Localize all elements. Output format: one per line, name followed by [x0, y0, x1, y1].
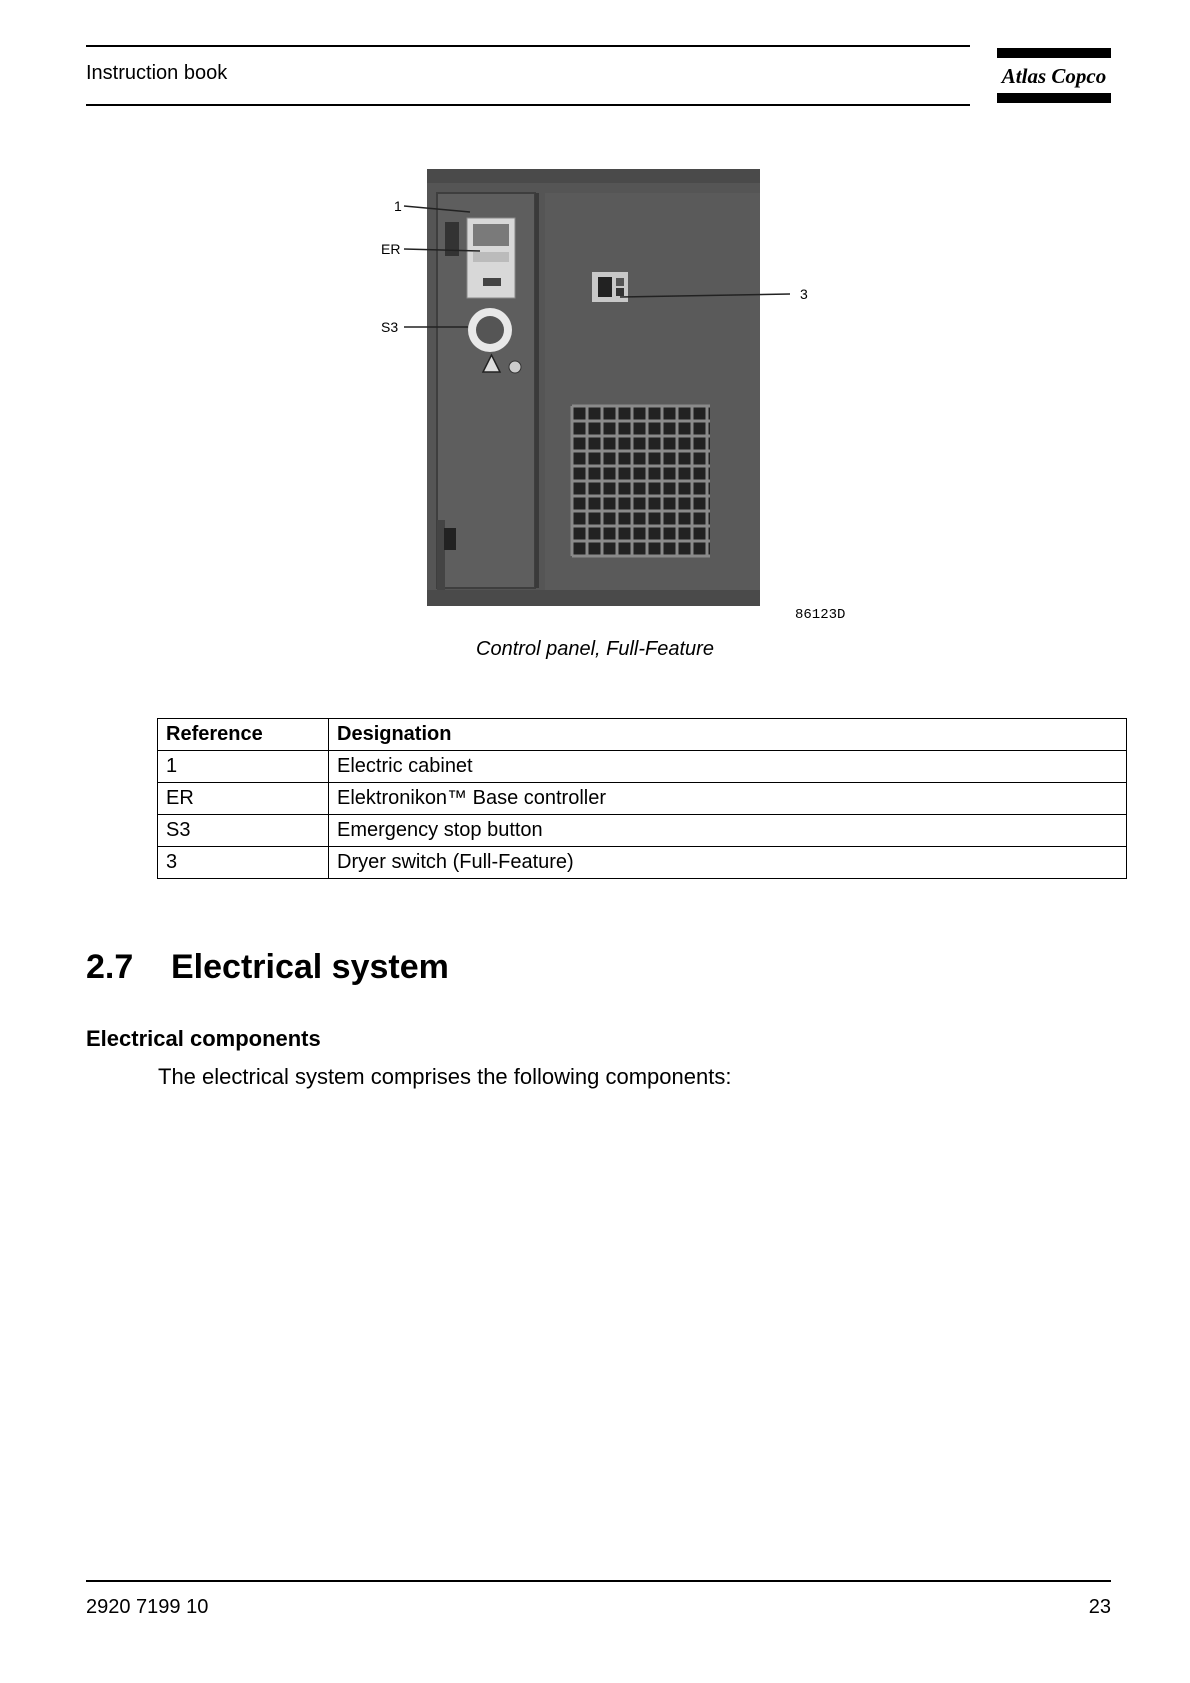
- callout-s3: S3: [381, 319, 399, 335]
- column-header-reference: Reference: [158, 719, 329, 751]
- designation-cell: Dryer switch (Full-Feature): [329, 847, 1127, 879]
- reference-cell: 3: [158, 847, 329, 879]
- callout-1: 1: [394, 198, 402, 214]
- body-paragraph: The electrical system comprises the following components:: [158, 1064, 732, 1089]
- section-title: Electrical system: [171, 948, 449, 986]
- footer-rule: [86, 1580, 1111, 1582]
- callout-3: 3: [800, 286, 808, 302]
- header-title: Instruction book: [86, 62, 228, 84]
- table-row: [158, 783, 1127, 815]
- subsection-heading: Electrical components: [86, 1026, 321, 1051]
- ventilation-grille: [572, 406, 710, 556]
- section-number: 2.7: [86, 948, 134, 986]
- footer-page-number: 23: [1088, 1596, 1111, 1618]
- table-header-row: [158, 719, 1127, 751]
- reference-cell: 1: [158, 751, 329, 783]
- designation-cell: Emergency stop button: [329, 815, 1127, 847]
- designation-cell: Electric cabinet: [329, 751, 1127, 783]
- table-row: [158, 751, 1127, 783]
- reference-cell: ER: [158, 783, 329, 815]
- designation-cell: Elektronikon™ Base controller: [329, 783, 1127, 815]
- header-top-rule: [86, 45, 970, 47]
- table-row: [158, 815, 1127, 847]
- header-bottom-rule: [86, 104, 970, 106]
- table-row: [158, 847, 1127, 879]
- callout-er: ER: [381, 241, 401, 257]
- reference-table: [157, 718, 1127, 879]
- control-panel-figure: [340, 160, 860, 620]
- figure-caption: Control panel, Full-Feature: [476, 638, 714, 660]
- reference-cell: S3: [158, 815, 329, 847]
- atlas-copco-logo: [997, 48, 1111, 104]
- footer-document-number: 2920 7199 10: [86, 1596, 209, 1618]
- column-header-designation: Designation: [329, 719, 1127, 751]
- logo-wordmark: Atlas Copco: [1001, 64, 1107, 88]
- figure-image-code: 86123D: [795, 607, 846, 620]
- section-heading: [86, 948, 449, 987]
